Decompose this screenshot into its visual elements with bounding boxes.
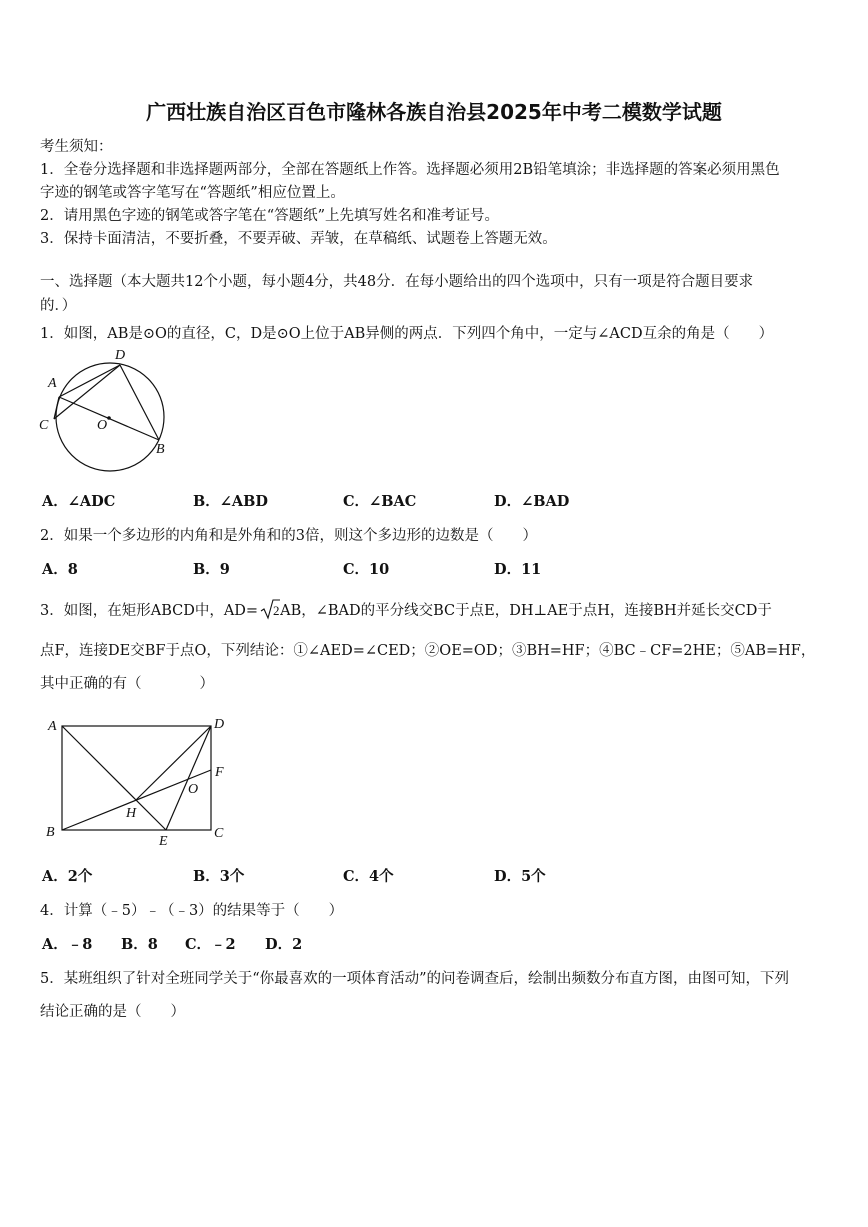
label-e: E	[159, 834, 168, 849]
question-1-stem: 1．如图，AB是⊙O的直径，C，D是⊙O上位于AB异侧的两点．下列四个角中，一定与∠ACD互余的角是（ ）	[40, 326, 774, 342]
svg-text:2: 2	[273, 603, 280, 618]
question-1-figure	[34, 345, 174, 475]
segment-de	[166, 726, 211, 830]
question-5-line1: 5．某班组织了针对全班同学关于“你最喜欢的一项体育活动”的问卷调查后，绘制出频数分布直方图，由图可知，下列	[40, 971, 790, 987]
label-f: F	[215, 765, 224, 780]
q2-option-b: B．9	[193, 561, 230, 578]
label-c: C	[214, 826, 224, 841]
q1-option-b: B．∠ABD	[193, 493, 268, 510]
notice-item: 1．全卷分选择题和非选择题两部分，全部在答题纸上作答。选择题必须用2B铅笔填涂；非选择题的答案必须用黑色	[40, 162, 780, 178]
radical-icon	[260, 598, 280, 620]
segment-db	[120, 365, 159, 440]
label-a: A	[48, 719, 57, 734]
label-o: O	[188, 782, 199, 797]
label-c: C	[39, 418, 49, 433]
label-h: H	[126, 806, 137, 821]
notice-heading: 考生须知：	[40, 139, 113, 155]
q2-option-a: A．8	[42, 561, 78, 578]
page-title: 广西壮族自治区百色市隆林各族自治县2025年中考二模数学试题	[146, 100, 722, 124]
label-o: O	[97, 418, 108, 433]
question-3-line2: 点F，连接DE交BF于点O，下列结论：①∠AED=∠CED；②OE=OD；③BH=HF；④BC﹣CF=2HE；⑤AB=HF，	[40, 643, 816, 659]
q2-option-c: C．10	[343, 561, 390, 578]
label-a: A	[48, 376, 57, 391]
label-b: B	[156, 442, 165, 457]
label-b: B	[46, 825, 55, 840]
q4-option-a: A．﹣8	[42, 936, 93, 953]
question-4-stem: 4．计算（﹣5）﹣（﹣3）的结果等于（ ）	[40, 903, 344, 919]
q2-option-d: D．11	[494, 561, 542, 578]
question-5-line2: 结论正确的是（ ）	[40, 1004, 185, 1020]
q3-stem-post: AB，∠BAD的平分线交BC于点E，DH⊥AE于点H，连接BH并延长交CD于	[280, 603, 772, 619]
question-2-stem: 2．如果一个多边形的内角和是外角和的3倍，则这个多边形的边数是（ ）	[40, 528, 537, 544]
q3-option-b: B．3个	[193, 868, 245, 885]
q3-option-c: C．4个	[343, 868, 394, 885]
label-d: D	[115, 348, 126, 363]
section-heading: 一、选择题（本大题共12个小题，每小题4分，共48分．在每小题给出的四个选项中，只有一项是符合题目要求	[40, 274, 754, 290]
segment-ad	[59, 365, 120, 397]
q4-option-d: D．2	[265, 936, 303, 953]
q3-option-a: A．2个	[42, 868, 93, 885]
q1-option-c: C．∠BAC	[343, 493, 417, 510]
label-d: D	[214, 717, 225, 732]
segment-dh	[136, 726, 211, 800]
q4-option-c: C．﹣2	[185, 936, 236, 953]
question-3-line3: 其中正确的有（ ）	[40, 676, 214, 692]
notice-item: 字迹的钢笔或答字笔写在“答题纸”相应位置上。	[40, 185, 345, 201]
notice-item: 3．保持卡面清洁，不要折叠，不要弄破、弄皱，在草稿纸、试题卷上答题无效。	[40, 231, 557, 247]
segment-ae	[62, 726, 166, 830]
notice-item: 2．请用黑色字迹的钢笔或答字笔在“答题纸”上先填写姓名和准考证号。	[40, 208, 500, 224]
q3-option-d: D．5个	[494, 868, 546, 885]
question-3-stem	[40, 598, 772, 620]
center-point	[107, 416, 111, 420]
section-heading-cont: 的．）	[40, 298, 77, 314]
segment-cd	[54, 365, 120, 419]
q1-option-a: A．∠ADC	[42, 493, 116, 510]
q3-stem-pre: 3．如图，在矩形ABCD中，AD=	[40, 603, 259, 619]
sqrt-symbol	[258, 598, 280, 620]
q1-option-d: D．∠BAD	[494, 493, 570, 510]
q4-option-b: B．8	[121, 936, 158, 953]
question-3-figure	[40, 712, 240, 852]
